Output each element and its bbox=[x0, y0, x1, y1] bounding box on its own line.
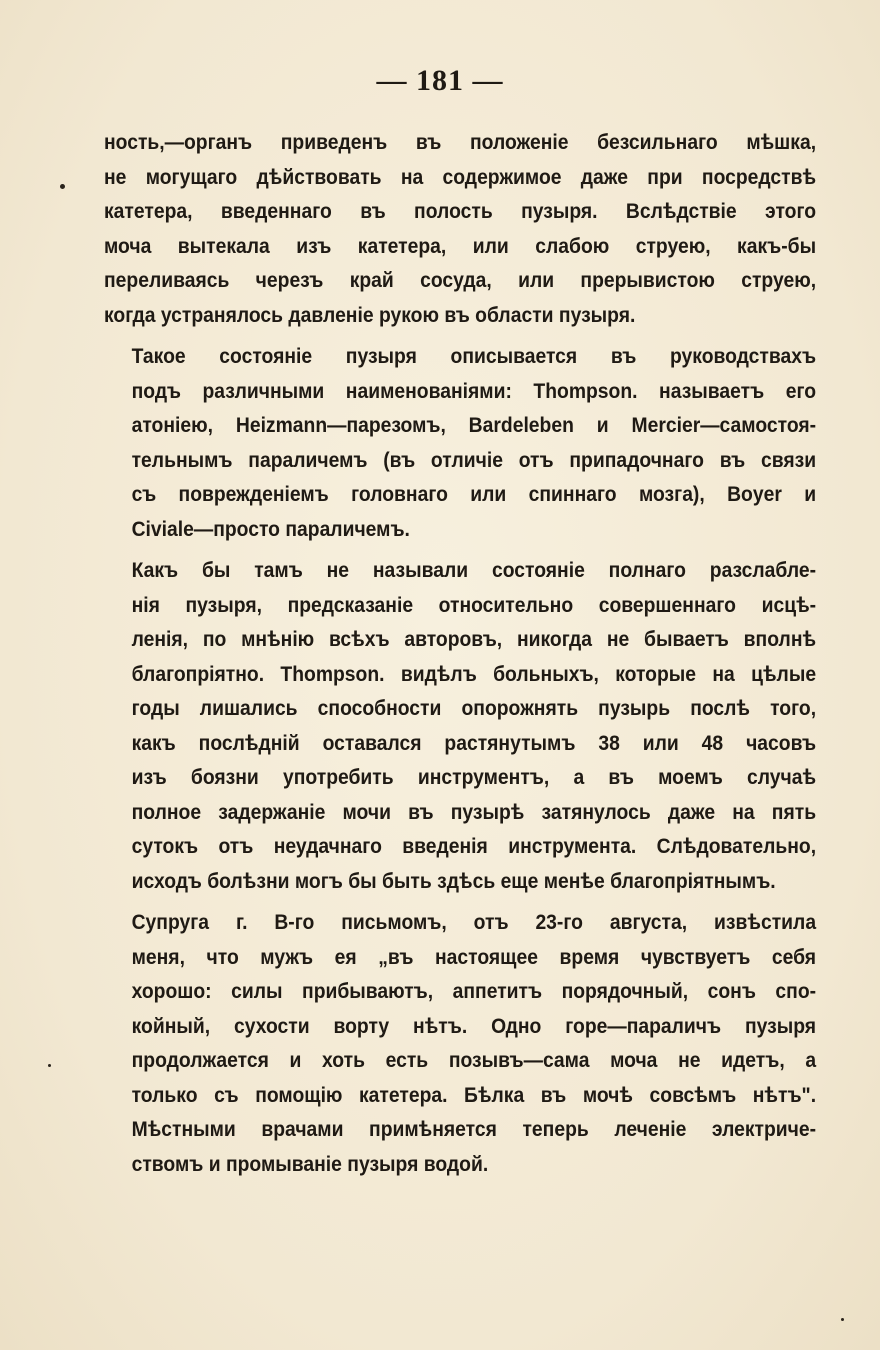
text-line: исходъ болѣзни могъ бы быть здѣсь еще менѣе благопріятнымъ. bbox=[131, 869, 776, 893]
text-line: тельнымъ параличемъ (въ отличіе отъ припадочнаго въ связи bbox=[131, 448, 817, 472]
text-line: Civiale—просто параличемъ. bbox=[131, 517, 410, 541]
text-line: меня, что мужъ ея „въ настоящее время чувствуетъ себя bbox=[131, 945, 817, 969]
paragraph bbox=[104, 906, 816, 1182]
text-line: годы лишались способности опорожнять пузырь послѣ того, bbox=[131, 697, 817, 720]
text-line: изъ боязни употребить инструментъ, а въ моемъ случаѣ bbox=[131, 766, 817, 789]
print-speck bbox=[841, 1318, 844, 1321]
text-line: съ поврежденіемъ головнаго или спиннаго мозга), Boyer и bbox=[131, 483, 817, 506]
text-line: катетера, введеннаго въ полость пузыря. Вслѣдствіе этого bbox=[104, 200, 817, 223]
text-line: койный, сухости ворту нѣтъ. Одно горе—параличъ пузыря bbox=[131, 1014, 817, 1038]
text-line: нія пузыря, предсказаніе относительно совершеннаго исцѣ- bbox=[131, 593, 817, 617]
text-line: не могущаго дѣйствовать на содержимое даже при посредствѣ bbox=[104, 165, 817, 189]
body-text bbox=[104, 126, 817, 1182]
text-line: ленія, по мнѣнію всѣхъ авторовъ, никогда не бываетъ вполнѣ bbox=[131, 628, 817, 651]
text-line: какъ послѣдній оставался растянутымъ 38 или 48 часовъ bbox=[131, 731, 817, 755]
text-line: Какъ бы тамъ не называли состояніе полнаго разслабле- bbox=[131, 559, 817, 582]
text-line: когда устранялось давленіе рукою въ области пузыря. bbox=[104, 303, 636, 327]
text-line: хорошо: силы прибываютъ, аппетитъ порядочный, сонъ спо- bbox=[131, 980, 817, 1003]
text-line: моча вытекала изъ катетера, или слабою струею, какъ-бы bbox=[104, 234, 817, 258]
paragraph bbox=[104, 126, 816, 333]
text-line: Такое состояніе пузыря описывается въ руководствахъ bbox=[131, 345, 817, 368]
paragraph bbox=[104, 340, 816, 547]
text-line: продолжается и хоть есть позывъ—сама моча не идетъ, а bbox=[131, 1049, 817, 1072]
text-line: только съ помощію катетера. Бѣлка въ мочѣ совсѣмъ нѣтъ". bbox=[131, 1083, 817, 1107]
text-line: атоніею, Heizmann—парезомъ, Bardeleben и Mercier—самостоя- bbox=[131, 414, 817, 437]
text-line: переливаясь черезъ край сосуда, или прерывистою струею, bbox=[104, 269, 817, 292]
page-number: — 181 — bbox=[376, 64, 504, 97]
text-line: благопріятно. Thompson. видѣлъ больныхъ, которые на цѣлые bbox=[131, 662, 817, 686]
text-line: сутокъ отъ неудачнаго введенія инструмента. Слѣдовательно, bbox=[131, 835, 817, 858]
text-line: Мѣстными врачами примѣняется теперь леченіе электриче- bbox=[131, 1118, 817, 1141]
text-line: ствомъ и промываніе пузыря водой. bbox=[131, 1152, 489, 1176]
text-line: полное задержаніе мочи въ пузырѣ затянулось даже на пять bbox=[131, 800, 817, 824]
print-speck bbox=[48, 1064, 51, 1067]
text-line: подъ различными наименованіями: Thompson. называетъ его bbox=[131, 379, 817, 403]
text-line: ность,—органъ приведенъ въ положеніе безсильнаго мѣшка, bbox=[104, 131, 817, 154]
body-text-inner bbox=[104, 126, 816, 1182]
paragraph bbox=[104, 554, 816, 899]
text-line: Супруга г. В-го письмомъ, отъ 23-го августа, извѣстила bbox=[131, 911, 817, 934]
print-speck bbox=[60, 184, 65, 189]
